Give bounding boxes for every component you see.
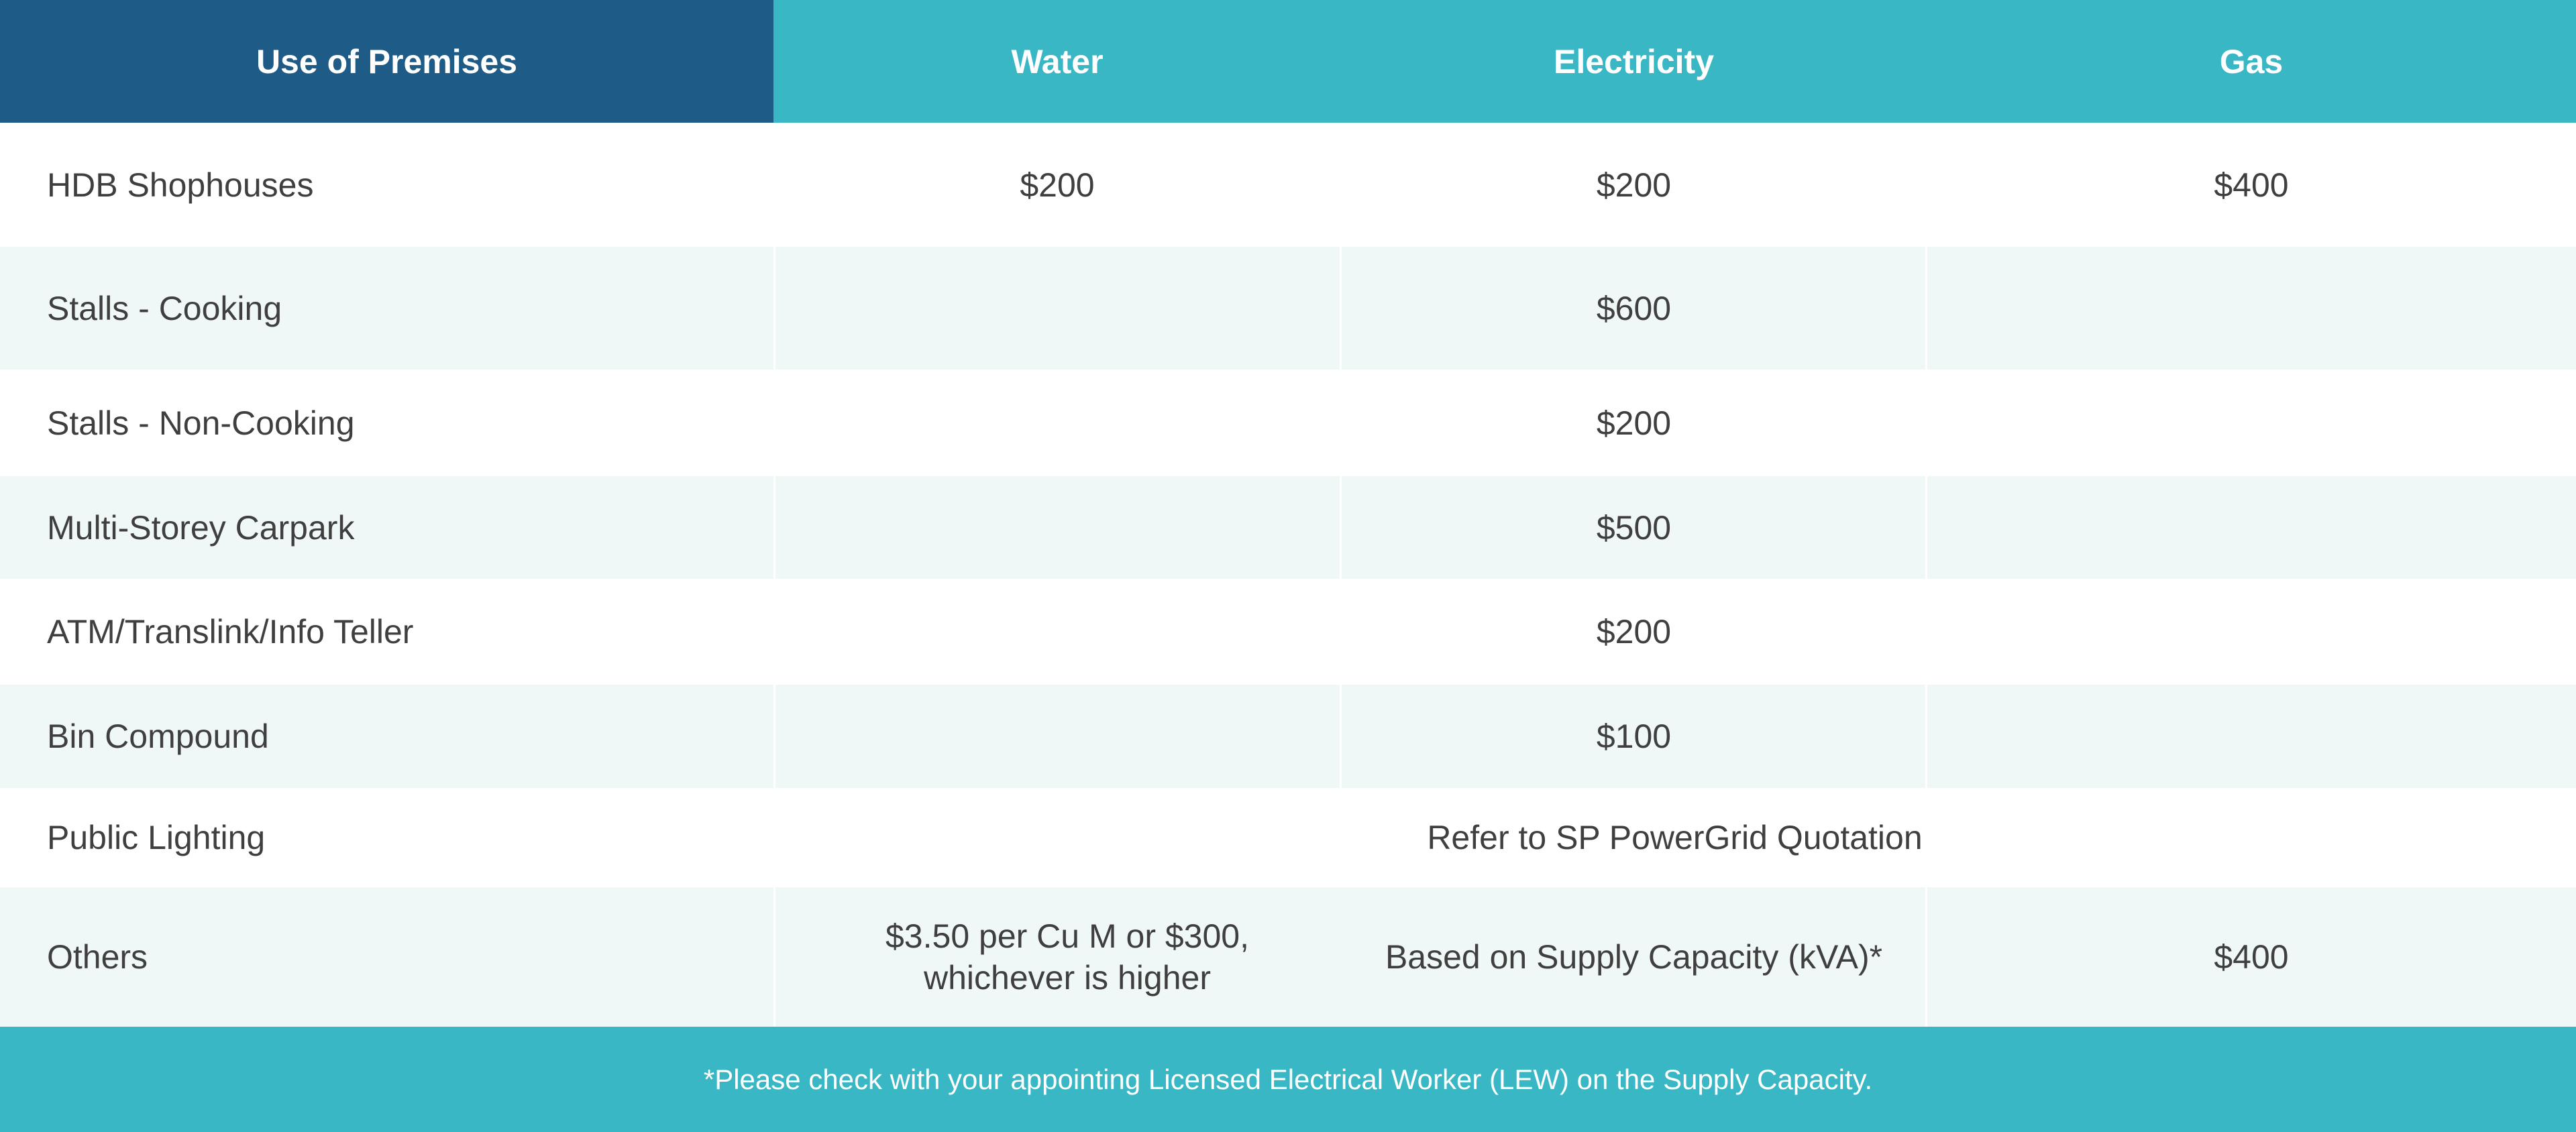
cell-premises: Others xyxy=(47,938,148,976)
table-row xyxy=(0,887,2576,1027)
cell-electricity: Based on Supply Capacity (kVA)* xyxy=(1385,938,1883,976)
cell-electricity: $200 xyxy=(1596,613,1672,650)
cell-water-text: $3.50 per Cu M or $300, whichever is higher xyxy=(885,917,1249,997)
table-footnote: *Please check with your appointing Licensed Electrical Worker (LEW) on the Supply Capacity. xyxy=(0,1027,2576,1132)
cell-premises: Bin Compound xyxy=(47,718,269,755)
table-row xyxy=(0,370,2576,476)
cell-gas: $400 xyxy=(2214,166,2289,204)
table-row xyxy=(0,685,2576,788)
cell-water xyxy=(773,476,1341,579)
table-row xyxy=(0,579,2576,685)
header-water: Water xyxy=(1011,42,1104,80)
header-electricity: Electricity xyxy=(1553,42,1714,80)
table-row xyxy=(0,788,2576,887)
cell-water xyxy=(773,887,1341,1027)
cell-gas: $400 xyxy=(2214,938,2289,976)
cell-premises: Public Lighting xyxy=(47,819,266,856)
table-row xyxy=(0,123,2576,247)
cell-gas xyxy=(1927,247,2576,370)
cell-electricity: $200 xyxy=(1596,166,1672,204)
cell-merged-quotation: Refer to SP PowerGrid Quotation xyxy=(1427,819,1923,856)
table-header xyxy=(0,0,2576,123)
table-row xyxy=(0,476,2576,579)
cell-premises: Multi-Storey Carpark xyxy=(47,508,355,547)
cell-premises: Stalls - Cooking xyxy=(47,289,282,327)
cell-water xyxy=(773,370,1341,476)
cell-gas xyxy=(1927,370,2576,476)
header-gas: Gas xyxy=(2219,42,2284,80)
cell-water: $200 xyxy=(1020,166,1095,204)
cell-gas xyxy=(1927,579,2576,685)
cell-electricity: $500 xyxy=(1596,508,1672,547)
cell-premises: Stalls - Non-Cooking xyxy=(47,404,355,442)
cell-gas xyxy=(1927,476,2576,579)
cell-water xyxy=(773,685,1341,788)
table-row xyxy=(0,247,2576,370)
cell-premises: HDB Shophouses xyxy=(47,166,314,204)
header-use-of-premises: Use of Premises xyxy=(0,0,773,123)
cell-premises: ATM/Translink/Info Teller xyxy=(47,613,414,650)
cell-water xyxy=(773,247,1341,370)
cell-water xyxy=(773,579,1341,685)
cell-electricity: $600 xyxy=(1596,289,1672,327)
cell-gas xyxy=(1927,685,2576,788)
cell-electricity: $200 xyxy=(1596,404,1672,442)
cell-electricity: $100 xyxy=(1596,718,1672,755)
